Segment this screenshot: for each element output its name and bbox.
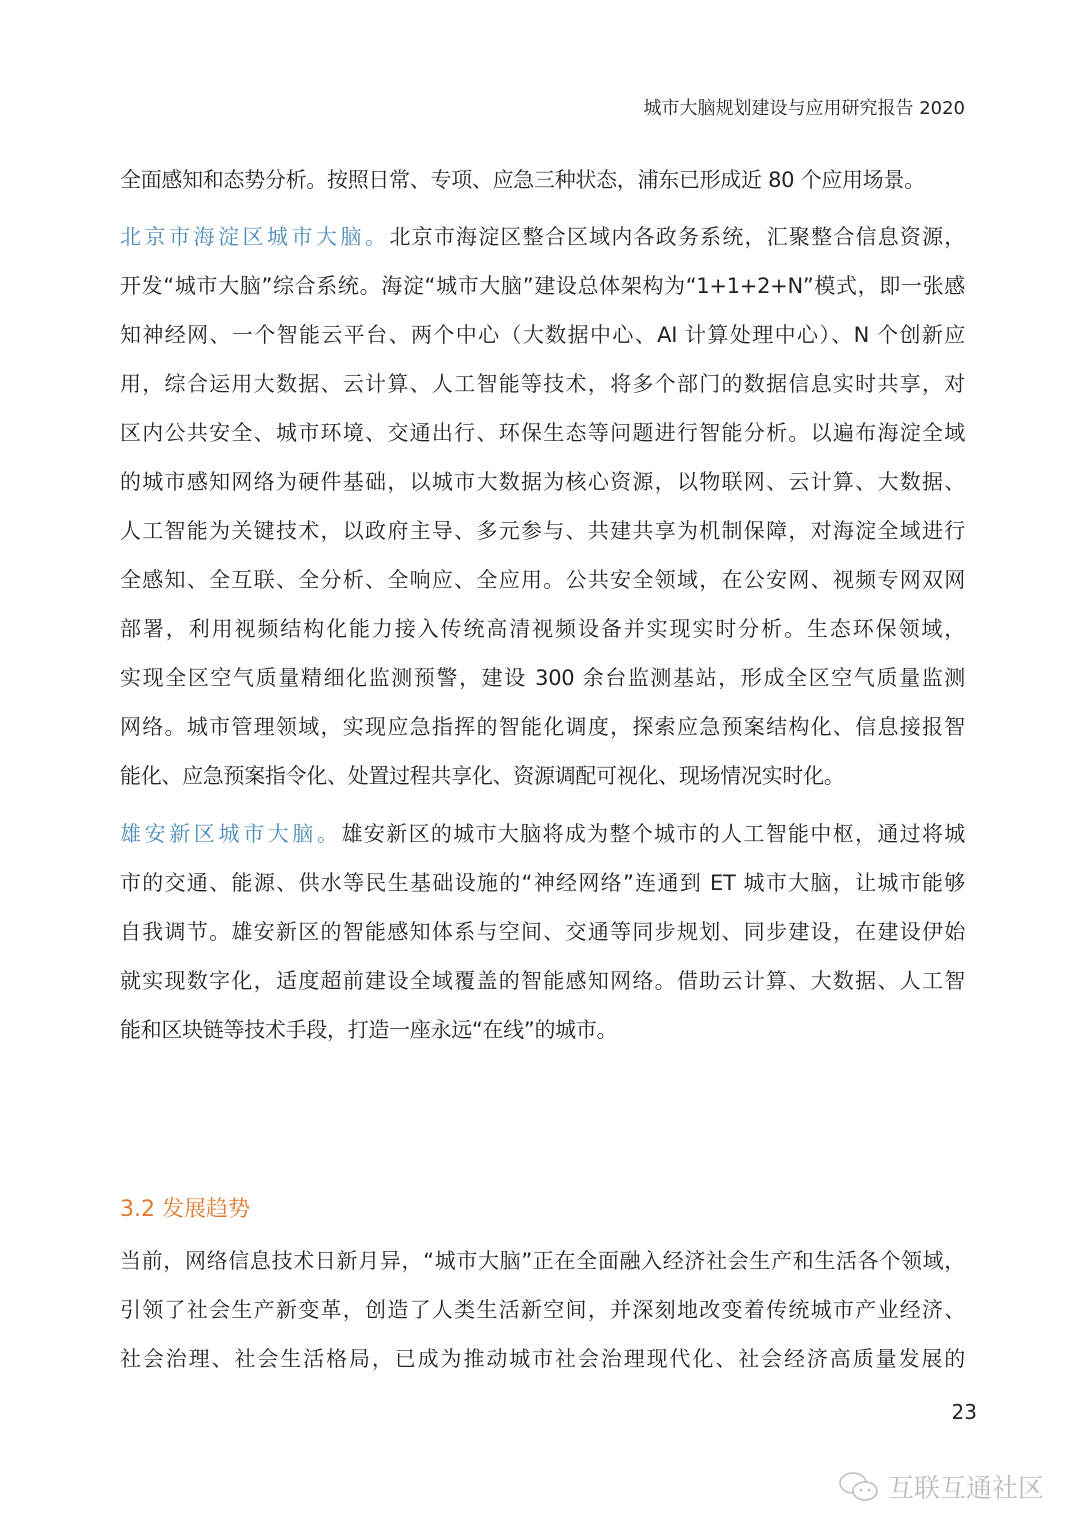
running-header: 城市大脑规划建设与应用研究报告 2020: [643, 98, 965, 119]
text-line: 的城市感知网络为硬件基础，以城市大数据为核心资源，以物联网、云计算、大数据、: [120, 470, 965, 494]
wechat-icon: [838, 1470, 880, 1504]
text-line: 能和区块链等技术手段，打造一座永远“在线”的城市。: [120, 1018, 618, 1042]
text-line: 知神经网、一个智能云平台、两个中心（大数据中心、AI 计算处理中心）、N 个创新应: [120, 323, 965, 347]
trend-paragraph: [120, 1237, 965, 1384]
text-line: 当前，网络信息技术日新月异，“城市大脑”正在全面融入经济社会生产和生活各个领域，: [120, 1249, 965, 1273]
page-number: 23: [951, 1400, 977, 1424]
text-line: 社会治理、社会生活格局，已成为推动城市社会治理现代化、社会经济高质量发展的: [120, 1347, 965, 1371]
watermark: [838, 1468, 1044, 1505]
watermark-text: 互联互通社区: [888, 1474, 1045, 1504]
text-line: 全面感知和态势分析。按照日常、专项、应急三种状态，浦东已形成近 80 个应用场景。: [120, 168, 925, 192]
text-span: 雄安新区的城市大脑将成为整个城市的人工智能中枢，通过将城: [341, 822, 966, 846]
section-heading: 3.2 发展趋势: [120, 1197, 250, 1222]
text-line: 引领了社会生产新变革，创造了人类生活新空间，并深刻地改变着传统城市产业经济、: [120, 1298, 965, 1322]
haidian-paragraph: [120, 213, 965, 801]
text-line: 自我调节。雄安新区的智能感知体系与空间、交通等同步规划、同步建设，在建设伊始: [120, 920, 965, 944]
text-line: 实现全区空气质量精细化监测预警，建设 300 余台监测基站，形成全区空气质量监测: [120, 666, 965, 690]
text-line: 全感知、全互联、全分析、全响应、全应用。公共安全领域，在公安网、视频专网双网: [120, 568, 965, 592]
intro-paragraph: [120, 156, 965, 205]
text-line: [120, 810, 965, 859]
xiongan-highlight: 雄安新区城市大脑。: [120, 822, 342, 846]
text-line: 开发“城市大脑”综合系统。海淀“城市大脑”建设总体架构为“1+1+2+N”模式，即一张感: [120, 274, 965, 298]
text-line: 网络。城市管理领域，实现应急指挥的智能化调度，探索应急预案结构化、信息接报智: [120, 715, 965, 739]
xiongan-paragraph: [120, 810, 965, 1055]
haidian-highlight: 北京市海淀区城市大脑。: [120, 225, 390, 249]
text-line: 能化、应急预案指令化、处置过程共享化、资源调配可视化、现场情况实时化。: [120, 764, 845, 788]
text-line: 用，综合运用大数据、云计算、人工智能等技术，将多个部门的数据信息实时共享，对: [120, 372, 965, 396]
text-line: 市的交通、能源、供水等民生基础设施的“神经网络”连通到 ET 城市大脑，让城市能够: [120, 871, 965, 895]
text-line: 区内公共安全、城市环境、交通出行、环保生态等问题进行智能分析。以遍布海淀全域: [120, 421, 965, 445]
text-line: 人工智能为关键技术，以政府主导、多元参与、共建共享为机制保障，对海淀全域进行: [120, 519, 965, 543]
text-line: 就实现数字化，适度超前建设全域覆盖的智能感知网络。借助云计算、大数据、人工智: [120, 969, 965, 993]
text-line: [120, 213, 965, 262]
text-span: 北京市海淀区整合区域内各政务系统，汇聚整合信息资源，: [389, 225, 965, 249]
text-line: 部署，利用视频结构化能力接入传统高清视频设备并实现实时分析。生态环保领域，: [120, 617, 965, 641]
